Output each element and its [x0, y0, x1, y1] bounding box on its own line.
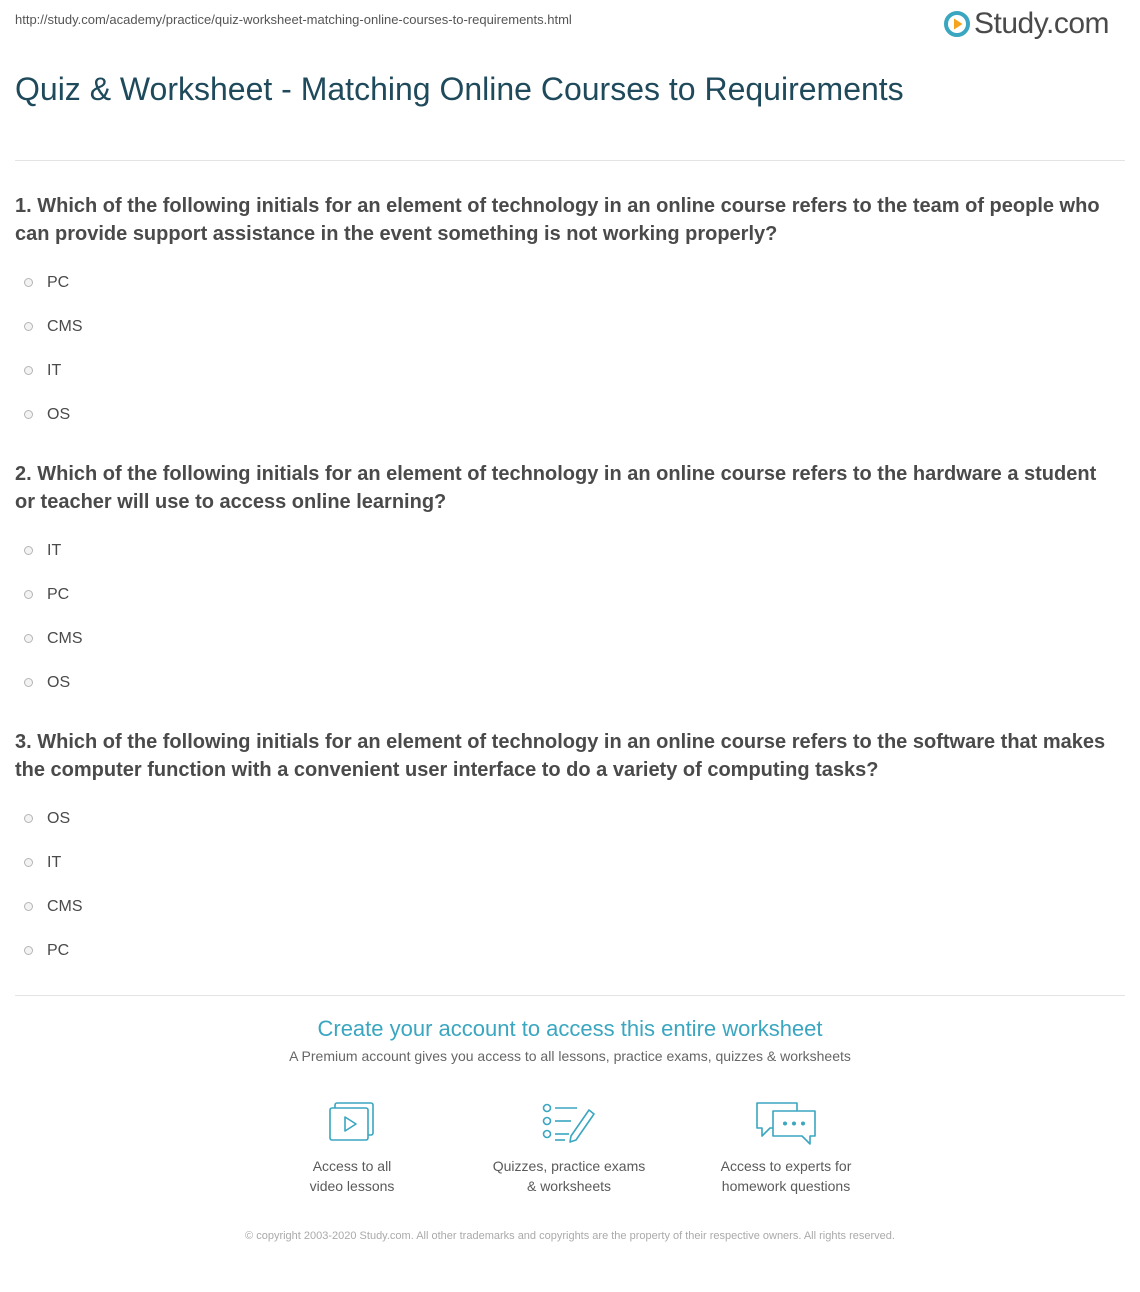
- option-label: IT: [47, 362, 62, 379]
- radio-button[interactable]: [24, 678, 33, 687]
- option-label: IT: [47, 542, 62, 559]
- feature-label-line: homework questions: [721, 1178, 851, 1194]
- answer-option[interactable]: [24, 534, 83, 578]
- option-label: PC: [47, 942, 70, 959]
- radio-button[interactable]: [24, 590, 33, 599]
- answer-option[interactable]: [24, 934, 83, 978]
- create-account-link[interactable]: Create your account to access this entire worksheet: [317, 1016, 823, 1041]
- radio-button[interactable]: [24, 322, 33, 331]
- question-2-options: [24, 534, 83, 710]
- radio-button[interactable]: [24, 814, 33, 823]
- page-url: http://study.com/academy/practice/quiz-worksheet-matching-online-courses-to-requirements.html: [15, 12, 572, 27]
- answer-option[interactable]: [24, 622, 83, 666]
- page-title: Quiz & Worksheet - Matching Online Courses to Requirements: [15, 71, 904, 107]
- radio-button[interactable]: [24, 858, 33, 867]
- answer-option[interactable]: [24, 266, 83, 310]
- radio-button[interactable]: [24, 410, 33, 419]
- option-label: OS: [47, 406, 71, 423]
- radio-button[interactable]: [24, 902, 33, 911]
- premium-description: A Premium account gives you access to all lessons, practice exams, quizzes & worksheets: [289, 1048, 851, 1064]
- feature-label-line: Access to all: [312, 1158, 392, 1174]
- video-lessons-icon: [326, 1100, 378, 1146]
- play-logo-icon: [944, 11, 970, 37]
- answer-option[interactable]: [24, 666, 83, 710]
- option-label: OS: [47, 810, 71, 827]
- option-label: CMS: [47, 898, 83, 915]
- answer-option[interactable]: [24, 310, 83, 354]
- quiz-list-icon: [541, 1100, 597, 1146]
- option-label: IT: [47, 854, 62, 871]
- option-label: OS: [47, 674, 71, 691]
- option-label: CMS: [47, 318, 83, 335]
- question-1: 1. Which of the following initials for an element of technology in an online course refers to the team of people who can provide support assistance in the event something is not working properly?: [15, 195, 1100, 245]
- option-label: PC: [47, 274, 70, 291]
- radio-button[interactable]: [24, 278, 33, 287]
- feature-quizzes: [469, 1100, 669, 1196]
- feature-label-line: video lessons: [309, 1178, 395, 1194]
- radio-button[interactable]: [24, 366, 33, 375]
- answer-option[interactable]: [24, 846, 83, 890]
- study-logo[interactable]: [944, 6, 1109, 42]
- chat-experts-icon: [754, 1100, 818, 1146]
- answer-option[interactable]: [24, 802, 83, 846]
- option-label: CMS: [47, 630, 83, 647]
- answer-option[interactable]: [24, 398, 83, 442]
- copyright-notice: © copyright 2003-2020 Study.com. All other trademarks and copyrights are the property of their respective owners. All rights reserved.: [245, 1230, 895, 1242]
- answer-option[interactable]: [24, 354, 83, 398]
- divider: [15, 160, 1125, 161]
- question-3: 3. Which of the following initials for an element of technology in an online course refers to the software that makes the computer function with a convenient user interface to do a variety of computing tasks?: [15, 731, 1106, 781]
- feature-video-lessons: [252, 1100, 452, 1196]
- radio-button[interactable]: [24, 634, 33, 643]
- radio-button[interactable]: [24, 946, 33, 955]
- question-3-options: [24, 802, 83, 978]
- feature-experts: [686, 1100, 886, 1196]
- answer-option[interactable]: [24, 578, 83, 622]
- option-label: PC: [47, 586, 70, 603]
- radio-button[interactable]: [24, 546, 33, 555]
- question-1-options: [24, 266, 83, 442]
- answer-option[interactable]: [24, 890, 83, 934]
- feature-label-line: Access to experts for: [720, 1158, 852, 1174]
- logo-text: Study.com: [974, 7, 1109, 40]
- feature-label-line: Quizzes, practice exams: [492, 1158, 646, 1174]
- divider: [15, 995, 1125, 996]
- question-2: 2. Which of the following initials for an element of technology in an online course refers to the hardware a student or teacher will use to access online learning?: [15, 463, 1097, 513]
- feature-label-line: & worksheets: [526, 1178, 612, 1194]
